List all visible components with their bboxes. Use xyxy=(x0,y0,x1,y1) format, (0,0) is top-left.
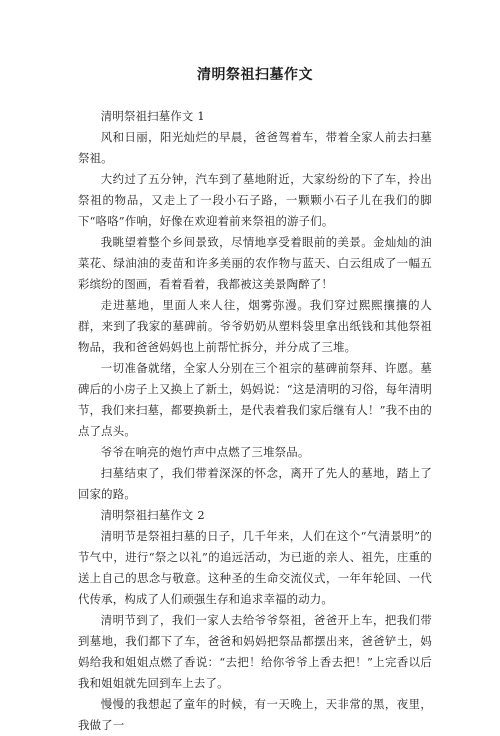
paragraph: 扫墓结束了，我们带着深深的怀念，离开了先人的墓地，踏上了回家的路。 xyxy=(78,466,432,501)
paragraph: 清明节是祭祖扫墓的日子，几千年来，人们在这个“气清景明”的节气中，进行“祭之以礼”的追远活动，为已逝的亲人、祖先，庄重的送上自己的思念与敬意。这种圣的生命交流仪式，一年年轮回、一代代传承，构成了人们顽强生存和追求幸福的动力。 xyxy=(78,529,432,606)
paragraph: 一切准备就绪，全家人分别在三个祖宗的墓碑前祭拜、许愿。墓碑后的小房子上又换上了新土，妈妈说：“这是清明的习俗，每年清明节，我们来扫墓，都要换新土，是代表着我们家后继有人！”我不由的点了点头。 xyxy=(78,361,432,438)
section-heading-2: 清明祭祖扫墓作文 2 xyxy=(100,508,205,522)
paragraph: 慢慢的我想起了童年的时候，有一天晚上，天非常的黑，夜里，我做了一 xyxy=(78,697,432,732)
paragraph: 大约过了五分钟，汽车到了墓地附近，大家纷纷的下了车，拎出祭祖的物品，又走上了一段小石子路，一颗颗小石子儿在我们的脚下“咯咯”作响，好像在欢迎着前来祭祖的游子们。 xyxy=(78,172,432,228)
document-title: 清明祭祖扫墓作文 xyxy=(197,67,313,83)
paragraph: 爷爷在响亮的炮竹声中点燃了三堆祭品。 xyxy=(100,445,310,459)
paragraph: 清明节到了，我们一家人去给爷爷祭祖，爸爸开上车，把我们带到墓地，我们都下了车，爸爸和妈妈把祭品都摆出来，爸爸铲土，妈妈给我和姐姐点燃了香说：“去把！给你爷爷上香去把！”上完香以后我和姐姐就先回到车上去了。 xyxy=(78,613,432,690)
paragraph: 走进墓地，里面人来人往，烟雾弥漫。我们穿过熙熙攘攘的人群，来到了我家的墓碑前。爷爷奶奶从塑料袋里拿出纸钱和其他祭祖物品，我和爸爸妈妈也上前帮忙拆分，并分成了三堆。 xyxy=(78,298,432,354)
paragraph: 我眺望着整个乡间景致，尽情地享受着眼前的美景。金灿灿的油菜花、绿油油的麦苗和许多美丽的农作物与蓝天、白云组成了一幅五彩缤纷的图画，看着看着，我都被这美景陶醉了！ xyxy=(78,235,432,291)
section-heading-1: 清明祭祖扫墓作文 1 xyxy=(100,109,205,123)
paragraph: 风和日丽，阳光灿烂的早晨，爸爸驾着车，带着全家人前去扫墓祭祖。 xyxy=(78,130,432,165)
